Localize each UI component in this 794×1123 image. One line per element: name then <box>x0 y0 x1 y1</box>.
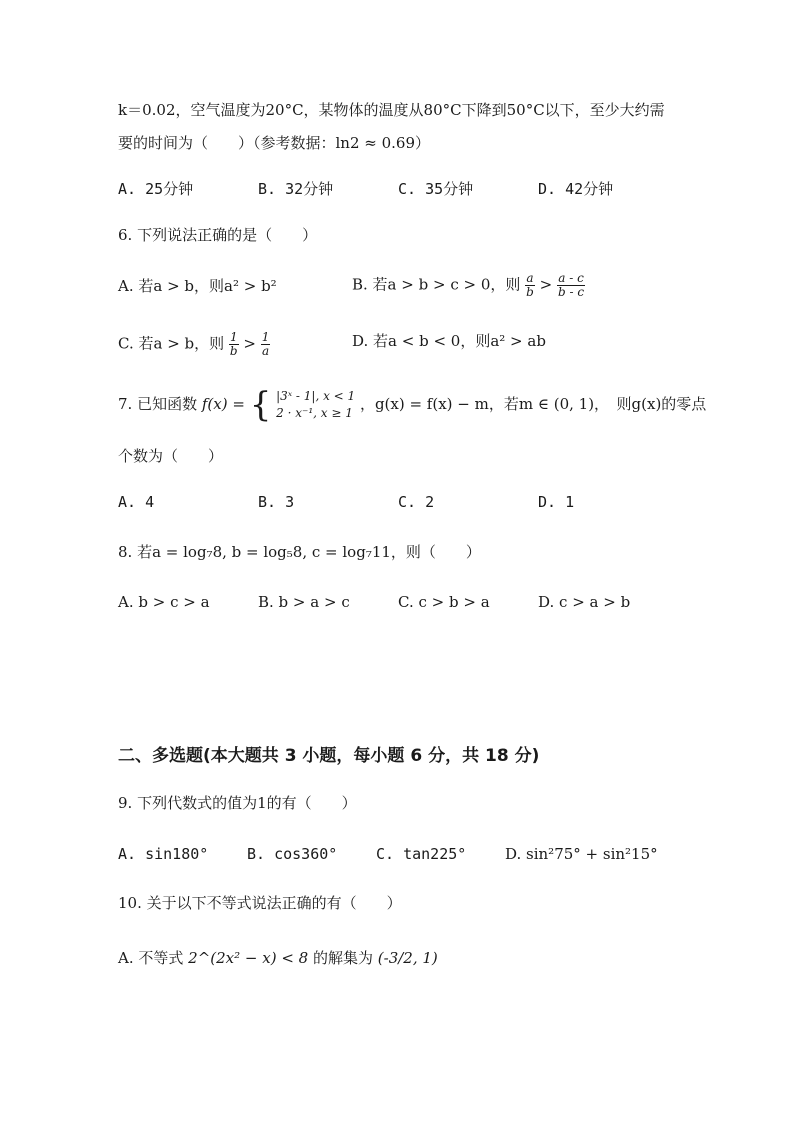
q6-option-c-frac1 <box>229 331 239 358</box>
q7-function-name: f(x) = <box>201 395 245 413</box>
q10-option-a <box>118 948 438 968</box>
q5-option-a: A. 25分钟 <box>118 180 194 198</box>
q6-b-frac1-num: a <box>526 271 534 285</box>
q6-option-b <box>352 272 585 299</box>
q7-case1: |3ˣ - 1|, x < 1 <box>276 389 356 403</box>
q6-c-frac2-num: 1 <box>261 330 270 344</box>
q6-option-c-prefix: C. 若a > b，则 <box>118 334 225 353</box>
q6-stem: 6. 下列说法正确的是（ ） <box>118 226 318 244</box>
q5-option-d: D. 42分钟 <box>538 180 614 198</box>
q7-option-c: C. 2 <box>398 493 435 511</box>
q7-option-a: A. 4 <box>118 493 155 511</box>
q5-option-c: C. 35分钟 <box>398 180 474 198</box>
q6-option-c <box>118 331 270 358</box>
q6-option-b-prefix: B. 若a > b > c > 0，则 <box>352 275 521 294</box>
q8-option-d: D. c > a > b <box>538 593 631 611</box>
section-title-multi-choice: 二、多选题(本大题共 3 小题，每小题 6 分，共 18 分) <box>118 746 540 766</box>
q6-b-frac2-den: b - c <box>557 285 585 299</box>
q6-b-compare: > <box>539 275 553 294</box>
q9-stem: 9. 下列代数式的值为1的有（ ） <box>118 794 357 812</box>
q8-stem: 8. 若a = log₇8, b = log₅8, c = log₇11，则（ ） <box>118 543 481 561</box>
q6-c-frac2-den: a <box>261 344 270 358</box>
q5-line2: 要的时间为（ ）（参考数据：ln2 ≈ 0.69） <box>118 134 431 152</box>
q10-a-mid: 的解集为 <box>312 949 373 967</box>
q9-option-c: C. tan225° <box>376 845 467 863</box>
q7-stem <box>118 385 707 425</box>
q7-brace: { <box>249 385 272 425</box>
q7-suffix: ，g(x) = f(x) − m，若m ∈ (0, 1)， 则g(x)的零点 <box>359 395 707 413</box>
q7-option-d: D. 1 <box>538 493 575 511</box>
q6-option-b-frac1 <box>525 272 535 299</box>
q9-option-b: B. cos360° <box>247 845 338 863</box>
q6-b-frac1-den: b <box>526 285 534 299</box>
q7-option-b: B. 3 <box>258 493 295 511</box>
q6-c-frac1-den: b <box>229 344 238 358</box>
q6-b-frac2-num: a - c <box>558 271 584 285</box>
q9-option-a: A. sin180° <box>118 845 209 863</box>
q10-a-expression: 2^(2x² − x) < 8 <box>188 949 309 967</box>
q6-c-frac1-num: 1 <box>229 330 238 344</box>
q6-c-compare: > <box>243 334 256 353</box>
q5-line1: k＝0.02，空气温度为20°C，某物体的温度从80°C下降到50°C以下，至少大约需 <box>118 101 665 119</box>
q7-line2: 个数为（ ） <box>118 447 224 465</box>
q7-cases <box>276 388 355 422</box>
q7-case2: 2 · x⁻¹, x ≥ 1 <box>276 406 353 420</box>
q8-option-c: C. c > b > a <box>398 593 490 611</box>
q5-option-b: B. 32分钟 <box>258 180 334 198</box>
q10-stem: 10. 关于以下不等式说法正确的有（ ） <box>118 894 402 912</box>
q10-a-prefix: A. 不等式 <box>118 949 184 967</box>
q6-option-d: D. 若a < b < 0，则a² > ab <box>352 332 546 350</box>
q10-a-interval: (-3/2, 1) <box>377 949 438 967</box>
q8-option-a: A. b > c > a <box>118 593 210 611</box>
q7-prefix: 7. 已知函数 <box>118 395 198 413</box>
q8-option-b: B. b > a > c <box>258 593 350 611</box>
q9-option-d: D. sin²75° + sin²15° <box>505 845 658 863</box>
q6-option-a: A. 若a > b，则a² > b² <box>118 277 277 295</box>
q6-option-c-frac2 <box>261 331 271 358</box>
q6-option-b-frac2 <box>557 272 585 299</box>
